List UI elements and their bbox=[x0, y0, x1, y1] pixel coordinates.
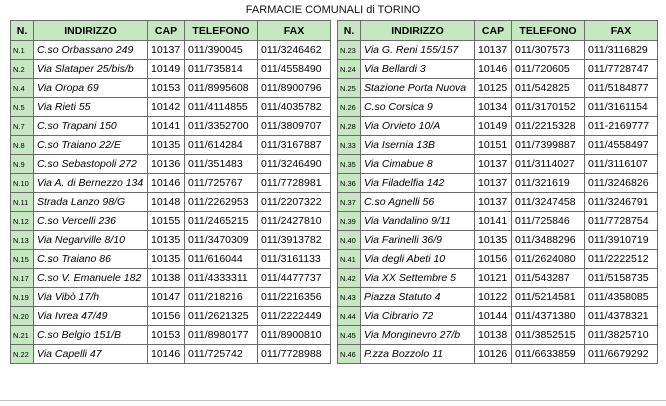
pharmacy-cap: 10137 bbox=[475, 174, 512, 193]
pharmacy-phone: 011/4371380 bbox=[512, 307, 585, 326]
pharmacy-number: N.24 bbox=[338, 60, 361, 79]
pharmacy-fax: 011/7728754 bbox=[585, 212, 658, 231]
pharmacy-cap: 10137 bbox=[475, 193, 512, 212]
pharmacy-fax: 011/4477737 bbox=[258, 269, 331, 288]
pharmacy-cap: 10146 bbox=[148, 174, 185, 193]
pharmacy-address: Via Bellardi 3 bbox=[361, 60, 475, 79]
pharmacy-cap: 10135 bbox=[148, 250, 185, 269]
table-row bbox=[11, 155, 331, 174]
pharmacy-fax: 011/3910719 bbox=[585, 231, 658, 250]
pharmacy-fax: 011/3246791 bbox=[585, 193, 658, 212]
pharmacy-phone: 011/543287 bbox=[512, 269, 585, 288]
table-row bbox=[11, 345, 331, 364]
pharmacy-phone: 011/390045 bbox=[185, 41, 258, 60]
table-row bbox=[11, 193, 331, 212]
pharmacy-table-left bbox=[10, 20, 331, 364]
table-row bbox=[338, 117, 658, 136]
pharmacy-address: Via Isernia 13B bbox=[361, 136, 475, 155]
pharmacy-address: Via Slataper 25/bis/b bbox=[34, 60, 148, 79]
pharmacy-address: Via Farinelli 36/9 bbox=[361, 231, 475, 250]
col-header-phone: TELEFONO bbox=[185, 21, 258, 41]
pharmacy-address: C.so Vercelli 236 bbox=[34, 212, 148, 231]
table-header-row bbox=[11, 21, 331, 41]
pharmacy-table-right bbox=[337, 20, 658, 364]
pharmacy-number: N.13 bbox=[11, 231, 34, 250]
table-row bbox=[338, 231, 658, 250]
pharmacy-address: Via Ivrea 47/49 bbox=[34, 307, 148, 326]
pharmacy-number: N.25 bbox=[338, 79, 361, 98]
pharmacy-address: Via Capelli 47 bbox=[34, 345, 148, 364]
pharmacy-phone: 011/3114027 bbox=[512, 155, 585, 174]
pharmacy-cap: 10137 bbox=[475, 155, 512, 174]
pharmacy-number: N.45 bbox=[338, 326, 361, 345]
pharmacy-phone: 011/2215328 bbox=[512, 117, 585, 136]
col-header-cap: CAP bbox=[475, 21, 512, 41]
pharmacy-phone: 011/3488296 bbox=[512, 231, 585, 250]
pharmacy-fax: 011/3116107 bbox=[585, 155, 658, 174]
pharmacy-cap: 10126 bbox=[475, 345, 512, 364]
pharmacy-address: C.so V. Emanuele 182 bbox=[34, 269, 148, 288]
table-row bbox=[338, 98, 658, 117]
pharmacy-number: N.10 bbox=[11, 174, 34, 193]
pharmacy-address: Via Cibrario 72 bbox=[361, 307, 475, 326]
pharmacy-address: Piazza Statuto 4 bbox=[361, 288, 475, 307]
table-row bbox=[338, 136, 658, 155]
table-row bbox=[338, 60, 658, 79]
pharmacy-phone: 011/725767 bbox=[185, 174, 258, 193]
table-row bbox=[338, 307, 658, 326]
pharmacy-address: Via degli Abeti 10 bbox=[361, 250, 475, 269]
divider bbox=[0, 400, 666, 401]
pharmacy-cap: 10146 bbox=[148, 345, 185, 364]
pharmacy-cap: 10122 bbox=[475, 288, 512, 307]
pharmacy-phone: 011/3170152 bbox=[512, 98, 585, 117]
pharmacy-phone: 011/2465215 bbox=[185, 212, 258, 231]
pharmacy-number: N.9 bbox=[11, 155, 34, 174]
pharmacy-address: C.so Agnelli 56 bbox=[361, 193, 475, 212]
pharmacy-number: N.28 bbox=[338, 117, 361, 136]
table-row bbox=[11, 79, 331, 98]
pharmacy-cap: 10141 bbox=[475, 212, 512, 231]
pharmacy-fax: 011/6679292 bbox=[585, 345, 658, 364]
pharmacy-cap: 10137 bbox=[148, 41, 185, 60]
table-row bbox=[338, 193, 658, 212]
pharmacy-fax: 011/2216356 bbox=[258, 288, 331, 307]
pharmacy-fax: 011/3246826 bbox=[585, 174, 658, 193]
table-row bbox=[11, 136, 331, 155]
col-header-fax: FAX bbox=[258, 21, 331, 41]
pharmacy-cap: 10148 bbox=[148, 193, 185, 212]
pharmacy-number: N.22 bbox=[11, 345, 34, 364]
col-header-fax: FAX bbox=[585, 21, 658, 41]
pharmacy-address: Via Negarville 8/10 bbox=[34, 231, 148, 250]
pharmacy-fax: 011/2222449 bbox=[258, 307, 331, 326]
table-row bbox=[338, 174, 658, 193]
pharmacy-phone: 011/2262953 bbox=[185, 193, 258, 212]
pharmacy-number: N.33 bbox=[338, 136, 361, 155]
table-row bbox=[338, 212, 658, 231]
pharmacy-fax: 011/3161133 bbox=[258, 250, 331, 269]
pharmacy-phone: 011/4114855 bbox=[185, 98, 258, 117]
pharmacy-cap: 10125 bbox=[475, 79, 512, 98]
pharmacy-fax: 011/3809707 bbox=[258, 117, 331, 136]
pharmacy-fax: 011/7728981 bbox=[258, 174, 331, 193]
pharmacy-fax: 011/3913782 bbox=[258, 231, 331, 250]
pharmacy-phone: 011/725846 bbox=[512, 212, 585, 231]
pharmacy-fax: 011/2427810 bbox=[258, 212, 331, 231]
pharmacy-fax: 011/2207322 bbox=[258, 193, 331, 212]
pharmacy-address: Via Vibò 17/h bbox=[34, 288, 148, 307]
pharmacy-number: N.20 bbox=[11, 307, 34, 326]
table-row bbox=[338, 250, 658, 269]
pharmacy-address: C.so Belgio 151/B bbox=[34, 326, 148, 345]
pharmacy-number: N.37 bbox=[338, 193, 361, 212]
pharmacy-address: Via Monginevro 27/b bbox=[361, 326, 475, 345]
pharmacy-phone: 011/7399887 bbox=[512, 136, 585, 155]
pharmacy-number: N.35 bbox=[338, 155, 361, 174]
pharmacy-number: N.17 bbox=[11, 269, 34, 288]
pharmacy-phone: 011/351483 bbox=[185, 155, 258, 174]
pharmacy-cap: 10135 bbox=[148, 231, 185, 250]
pharmacy-fax: 011/3161154 bbox=[585, 98, 658, 117]
pharmacy-phone: 011/614284 bbox=[185, 136, 258, 155]
pharmacy-address: Via G. Reni 155/157 bbox=[361, 41, 475, 60]
pharmacy-phone: 011/6633859 bbox=[512, 345, 585, 364]
pharmacy-fax: 011/4558497 bbox=[585, 136, 658, 155]
pharmacy-address: Via XX Settembre 5 bbox=[361, 269, 475, 288]
table-row bbox=[11, 41, 331, 60]
pharmacy-number: N.43 bbox=[338, 288, 361, 307]
pharmacy-phone: 011/720605 bbox=[512, 60, 585, 79]
table-row bbox=[11, 288, 331, 307]
table-row bbox=[338, 345, 658, 364]
pharmacy-cap: 10153 bbox=[148, 326, 185, 345]
pharmacy-cap: 10156 bbox=[475, 250, 512, 269]
pharmacy-number: N.7 bbox=[11, 117, 34, 136]
pharmacy-cap: 10137 bbox=[475, 41, 512, 60]
pharmacy-number: N.15 bbox=[11, 250, 34, 269]
pharmacy-cap: 10121 bbox=[475, 269, 512, 288]
pharmacy-address: Via Cimabue 8 bbox=[361, 155, 475, 174]
table-row bbox=[11, 174, 331, 193]
pharmacy-phone: 011/3852515 bbox=[512, 326, 585, 345]
pharmacy-fax: 011/7728747 bbox=[585, 60, 658, 79]
pharmacy-number: N.8 bbox=[11, 136, 34, 155]
table-row bbox=[11, 117, 331, 136]
pharmacy-cap: 10146 bbox=[475, 60, 512, 79]
table-row bbox=[338, 269, 658, 288]
pharmacy-number: N.26 bbox=[338, 98, 361, 117]
pharmacy-number: N.42 bbox=[338, 269, 361, 288]
col-header-address: INDIRIZZO bbox=[361, 21, 475, 41]
pharmacy-fax: 011/8900796 bbox=[258, 79, 331, 98]
pharmacy-address: P.zza Bozzolo 11 bbox=[361, 345, 475, 364]
pharmacy-address: Strada Lanzo 98/G bbox=[34, 193, 148, 212]
pharmacy-address: Stazione Porta Nuova bbox=[361, 79, 475, 98]
pharmacy-cap: 10135 bbox=[148, 136, 185, 155]
pharmacy-number: N.23 bbox=[338, 41, 361, 60]
table-row bbox=[338, 288, 658, 307]
pharmacy-number: N.19 bbox=[11, 288, 34, 307]
col-header-number: N. bbox=[338, 21, 361, 41]
pharmacy-cap: 10142 bbox=[148, 98, 185, 117]
pharmacy-phone: 011/735814 bbox=[185, 60, 258, 79]
pharmacy-cap: 10136 bbox=[148, 155, 185, 174]
table-row bbox=[11, 98, 331, 117]
col-header-number: N. bbox=[11, 21, 34, 41]
pharmacy-fax: 011/4358085 bbox=[585, 288, 658, 307]
pharmacy-number: N.1 bbox=[11, 41, 34, 60]
pharmacy-phone: 011/3352700 bbox=[185, 117, 258, 136]
pharmacy-address: C.so Trapani 150 bbox=[34, 117, 148, 136]
pharmacy-address: C.so Traiano 86 bbox=[34, 250, 148, 269]
pharmacy-fax: 011/5158735 bbox=[585, 269, 658, 288]
pharmacy-phone: 011/4333311 bbox=[185, 269, 258, 288]
pharmacy-address: Via Vandalino 9/11 bbox=[361, 212, 475, 231]
pharmacy-number: N.4 bbox=[11, 79, 34, 98]
pharmacy-fax: 011/3167887 bbox=[258, 136, 331, 155]
table-row bbox=[11, 212, 331, 231]
pharmacy-fax: 011/3825710 bbox=[585, 326, 658, 345]
pharmacy-phone: 011/2624080 bbox=[512, 250, 585, 269]
table-row bbox=[338, 41, 658, 60]
pharmacy-cap: 10151 bbox=[475, 136, 512, 155]
pharmacy-cap: 10156 bbox=[148, 307, 185, 326]
pharmacy-cap: 10144 bbox=[475, 307, 512, 326]
pharmacy-phone: 011/5214581 bbox=[512, 288, 585, 307]
col-header-address: INDIRIZZO bbox=[34, 21, 148, 41]
pharmacy-phone: 011/8995608 bbox=[185, 79, 258, 98]
pharmacy-number: N.2 bbox=[11, 60, 34, 79]
table-row bbox=[11, 60, 331, 79]
pharmacy-number: N.12 bbox=[11, 212, 34, 231]
pharmacy-number: N.21 bbox=[11, 326, 34, 345]
pharmacy-cap: 10147 bbox=[148, 288, 185, 307]
col-header-cap: CAP bbox=[148, 21, 185, 41]
pharmacy-address: C.so Sebastopoli 272 bbox=[34, 155, 148, 174]
pharmacy-phone: 011/725742 bbox=[185, 345, 258, 364]
pharmacy-phone: 011/3470309 bbox=[185, 231, 258, 250]
pharmacy-cap: 10149 bbox=[148, 60, 185, 79]
pharmacy-cap: 10155 bbox=[148, 212, 185, 231]
pharmacy-fax: 011/4378321 bbox=[585, 307, 658, 326]
pharmacy-number: N.46 bbox=[338, 345, 361, 364]
pharmacy-phone: 011/3247458 bbox=[512, 193, 585, 212]
pharmacy-number: N.5 bbox=[11, 98, 34, 117]
pharmacy-fax: 011/3246490 bbox=[258, 155, 331, 174]
pharmacy-phone: 011/2621325 bbox=[185, 307, 258, 326]
pharmacy-address: Via Oropa 69 bbox=[34, 79, 148, 98]
table-header-row bbox=[338, 21, 658, 41]
pharmacy-number: N.40 bbox=[338, 231, 361, 250]
pharmacy-cap: 10134 bbox=[475, 98, 512, 117]
pharmacy-address: C.so Traiano 22/E bbox=[34, 136, 148, 155]
table-row bbox=[338, 155, 658, 174]
pharmacy-fax: 011-2169777 bbox=[585, 117, 658, 136]
pharmacy-number: N.11 bbox=[11, 193, 34, 212]
table-row bbox=[11, 231, 331, 250]
pharmacy-cap: 10138 bbox=[475, 326, 512, 345]
table-row bbox=[338, 326, 658, 345]
pharmacy-number: N.39 bbox=[338, 212, 361, 231]
pharmacy-address: Via A. di Bernezzo 134 bbox=[34, 174, 148, 193]
table-row bbox=[11, 269, 331, 288]
pharmacy-fax: 011/7728988 bbox=[258, 345, 331, 364]
pharmacy-fax: 011/5184877 bbox=[585, 79, 658, 98]
pharmacy-address: C.so Orbassano 249 bbox=[34, 41, 148, 60]
pharmacy-phone: 011/616044 bbox=[185, 250, 258, 269]
pharmacy-phone: 011/307573 bbox=[512, 41, 585, 60]
pharmacy-phone: 011/542825 bbox=[512, 79, 585, 98]
pharmacy-address: C.so Corsica 9 bbox=[361, 98, 475, 117]
col-header-phone: TELEFONO bbox=[512, 21, 585, 41]
pharmacy-cap: 10141 bbox=[148, 117, 185, 136]
pharmacy-cap: 10135 bbox=[475, 231, 512, 250]
table-row bbox=[11, 326, 331, 345]
pharmacy-cap: 10153 bbox=[148, 79, 185, 98]
pharmacy-number: N.44 bbox=[338, 307, 361, 326]
pharmacy-address: Via Orvieto 10/A bbox=[361, 117, 475, 136]
table-row bbox=[338, 79, 658, 98]
pharmacy-fax: 011/4558490 bbox=[258, 60, 331, 79]
pharmacy-cap: 10149 bbox=[475, 117, 512, 136]
pharmacy-fax: 011/2222512 bbox=[585, 250, 658, 269]
pharmacy-address: Via Filadelfia 142 bbox=[361, 174, 475, 193]
pharmacy-fax: 011/3246462 bbox=[258, 41, 331, 60]
pharmacy-phone: 011/218216 bbox=[185, 288, 258, 307]
table-row bbox=[11, 307, 331, 326]
pharmacy-address: Via Rieti 55 bbox=[34, 98, 148, 117]
table-row bbox=[11, 250, 331, 269]
pharmacy-cap: 10138 bbox=[148, 269, 185, 288]
pharmacy-fax: 011/3116829 bbox=[585, 41, 658, 60]
pharmacy-phone: 011/8980177 bbox=[185, 326, 258, 345]
pharmacy-fax: 011/4035782 bbox=[258, 98, 331, 117]
pharmacy-phone: 011/321619 bbox=[512, 174, 585, 193]
pharmacy-fax: 011/8900810 bbox=[258, 326, 331, 345]
pharmacy-number: N.36 bbox=[338, 174, 361, 193]
page-title: FARMACIE COMUNALI di TORINO bbox=[245, 4, 421, 16]
pharmacy-number: N.41 bbox=[338, 250, 361, 269]
